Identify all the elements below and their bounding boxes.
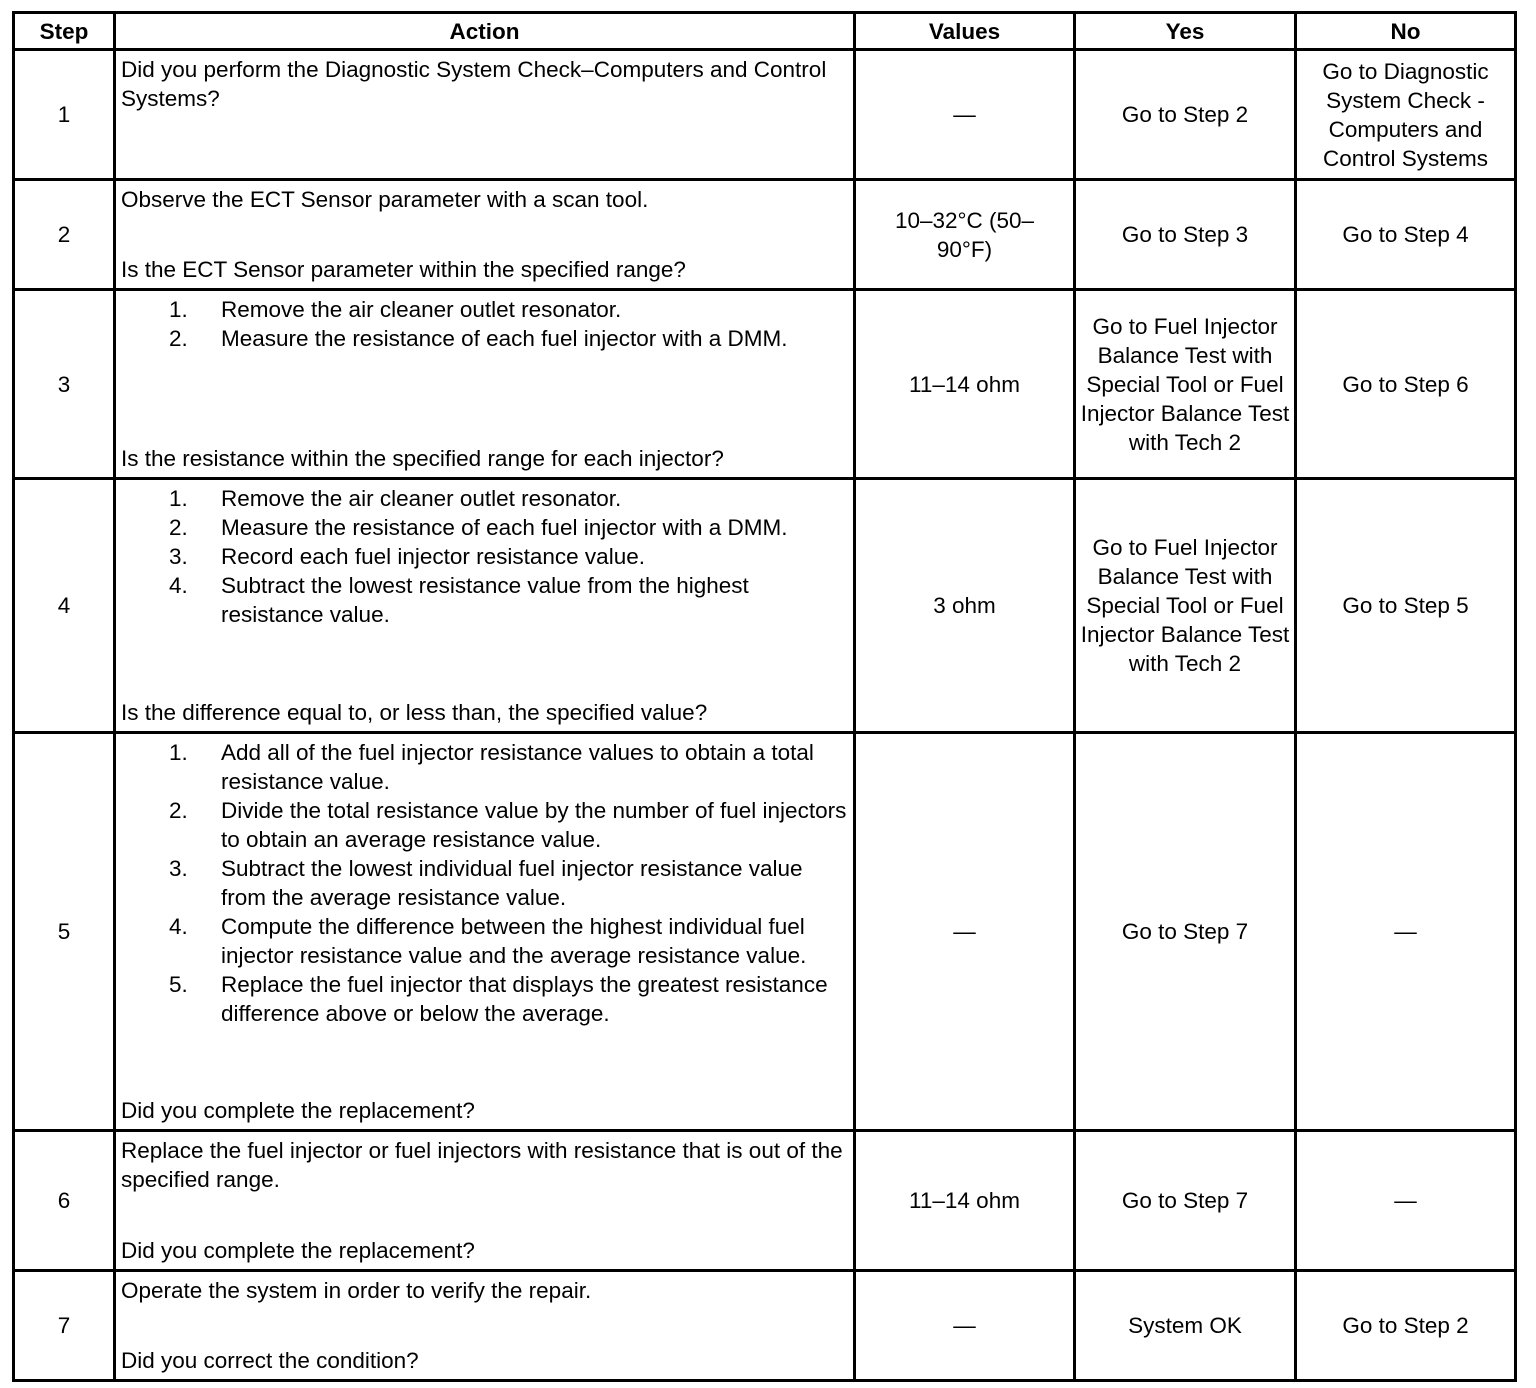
action-step-item [121,738,848,796]
header-values: Values [855,13,1075,50]
action-question: Did you correct the condition? [121,1348,419,1373]
table-row [14,479,1516,733]
action-step-number: 4. [169,573,188,598]
action-step-number: 3. [169,856,188,881]
action-step-item [121,324,848,353]
action-step-text: Measure the resistance of each fuel injector with a DMM. [221,515,788,540]
action-step-item [121,542,848,571]
action-step-text: Remove the air cleaner outlet resonator. [221,486,622,511]
action-text: Observe the ECT Sensor parameter with a scan tool. [121,187,649,212]
action-content [121,1276,848,1375]
action-step-number: 2. [169,326,188,351]
action-content [121,738,848,1125]
yes-cell: Go to Fuel Injector Balance Test with Special Tool or Fuel Injector Balance Test with Tech 2 [1075,479,1296,733]
step-cell: 1 [14,50,115,180]
action-step-text: Measure the resistance of each fuel injector with a DMM. [221,326,788,351]
action-cell [115,1271,855,1381]
action-steps [121,484,848,629]
table-row [14,1271,1516,1381]
action-step-text: Compute the difference between the highest individual fuel injector resistance value and the average resistance value. [221,914,807,968]
action-step-number: 2. [169,515,188,540]
yes-cell: Go to Step 7 [1075,733,1296,1131]
values-cell: 11–14 ohm [855,290,1075,479]
header-yes: Yes [1075,13,1296,50]
action-content [121,295,848,473]
values-cell: 11–14 ohm [855,1131,1075,1271]
action-content [121,185,848,284]
action-body [121,185,848,214]
step-cell: 4 [14,479,115,733]
action-cell [115,50,855,180]
values-cell: — [855,733,1075,1131]
values-cell: — [855,50,1075,180]
step-cell: 6 [14,1131,115,1271]
step-cell: 2 [14,180,115,290]
action-cell [115,733,855,1131]
action-cell [115,290,855,479]
no-cell: Go to Step 2 [1296,1271,1516,1381]
no-cell: Go to Step 6 [1296,290,1516,479]
yes-cell: Go to Step 7 [1075,1131,1296,1271]
action-cell [115,180,855,290]
action-question: Is the difference equal to, or less than, the specified value? [121,700,708,725]
action-step-number: 1. [169,740,188,765]
values-cell: 10–32°C (50–90°F) [855,180,1075,290]
action-step-number: 4. [169,914,188,939]
action-question: Is the resistance within the specified range for each injector? [121,446,724,471]
action-steps [121,738,848,1028]
action-body [121,1136,848,1194]
table-row [14,1131,1516,1271]
action-step-text: Remove the air cleaner outlet resonator. [221,297,622,322]
action-step-text: Subtract the lowest individual fuel injector resistance value from the average resistance value. [221,856,803,910]
header-no: No [1296,13,1516,50]
action-content [121,1136,848,1265]
action-step-number: 5. [169,972,188,997]
action-text: Did you perform the Diagnostic System Check–Computers and Control Systems? [121,57,827,111]
no-cell: Go to Step 4 [1296,180,1516,290]
action-body [121,295,848,353]
values-cell: 3 ohm [855,479,1075,733]
action-text: Replace the fuel injector or fuel injectors with resistance that is out of the specified range. [121,1138,843,1192]
action-question: Is the ECT Sensor parameter within the specified range? [121,257,686,282]
yes-cell: System OK [1075,1271,1296,1381]
action-step-item [121,912,848,970]
action-step-item [121,796,848,854]
table-row [14,50,1516,180]
action-step-number: 1. [169,297,188,322]
action-step-item [121,295,848,324]
header-step: Step [14,13,115,50]
yes-cell: Go to Step 3 [1075,180,1296,290]
action-step-number: 2. [169,798,188,823]
action-step-item [121,484,848,513]
no-cell: Go to Step 5 [1296,479,1516,733]
action-step-text: Record each fuel injector resistance value. [221,544,645,569]
action-steps [121,295,848,353]
values-cell: — [855,1271,1075,1381]
action-step-text: Replace the fuel injector that displays the greatest resistance difference above or below the average. [221,972,828,1026]
action-step-item [121,571,848,629]
action-content [121,55,848,174]
step-cell: 7 [14,1271,115,1381]
action-step-item [121,513,848,542]
table-row [14,180,1516,290]
action-step-number: 3. [169,544,188,569]
yes-cell: Go to Step 2 [1075,50,1296,180]
yes-cell: Go to Fuel Injector Balance Test with Special Tool or Fuel Injector Balance Test with Tech 2 [1075,290,1296,479]
table-row [14,733,1516,1131]
action-body [121,738,848,1028]
action-cell [115,1131,855,1271]
no-cell: Go to Diagnostic System Check - Computers and Control Systems [1296,50,1516,180]
action-question: Did you complete the replacement? [121,1238,475,1263]
action-question: Did you complete the replacement? [121,1098,475,1123]
header-row [14,13,1516,50]
action-content [121,484,848,727]
step-cell: 3 [14,290,115,479]
action-step-item [121,970,848,1028]
no-cell: — [1296,733,1516,1131]
action-step-text: Subtract the lowest resistance value from the highest resistance value. [221,573,749,627]
action-step-text: Divide the total resistance value by the number of fuel injectors to obtain an average resistance value. [221,798,847,852]
action-body [121,1276,848,1305]
action-body [121,55,848,113]
action-step-number: 1. [169,486,188,511]
diagnostic-table [12,11,1517,1382]
header-action: Action [115,13,855,50]
action-cell [115,479,855,733]
action-step-item [121,854,848,912]
no-cell: — [1296,1131,1516,1271]
action-step-text: Add all of the fuel injector resistance values to obtain a total resistance value. [221,740,814,794]
table-row [14,290,1516,479]
step-cell: 5 [14,733,115,1131]
action-body [121,484,848,629]
action-text: Operate the system in order to verify the repair. [121,1278,592,1303]
